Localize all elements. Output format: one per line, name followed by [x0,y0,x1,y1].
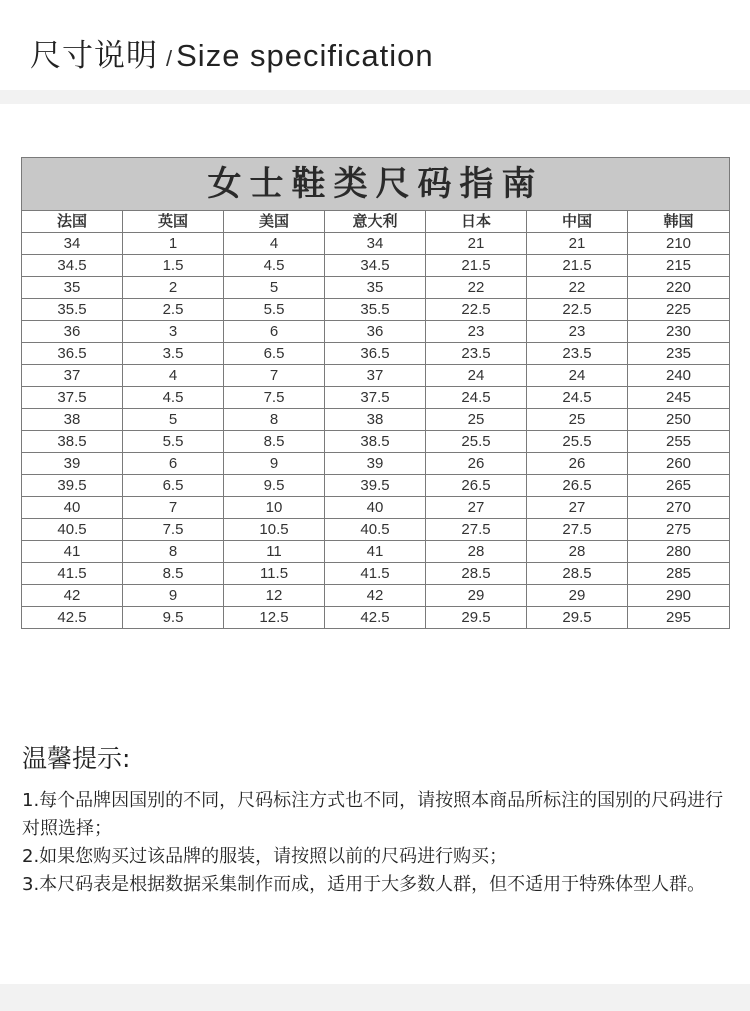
table-cell: 39 [22,453,123,475]
table-caption-row [22,158,730,211]
page-title-english: Size specification [176,38,434,73]
tip-item: 3.本尺码表是根据数据采集制作而成，适用于大多数人群，但不适用于特殊体型人群。 [22,874,706,895]
table-cell: 240 [628,365,730,387]
table-cell: 27 [426,497,527,519]
table-cell: 34 [325,233,426,255]
table-cell: 280 [628,541,730,563]
tips-list [22,787,734,899]
table-cell: 265 [628,475,730,497]
table-cell: 23 [527,321,628,343]
table-cell: 21 [426,233,527,255]
table-cell: 29.5 [527,607,628,629]
table-cell: 28 [426,541,527,563]
table-cell: 36 [22,321,123,343]
table-cell: 6 [123,453,224,475]
table-cell: 6.5 [224,343,325,365]
table-cell: 2.5 [123,299,224,321]
table-cell: 225 [628,299,730,321]
table-cell: 215 [628,255,730,277]
table-cell: 24.5 [426,387,527,409]
table-cell: 27 [527,497,628,519]
table-cell: 41 [22,541,123,563]
table-cell: 36.5 [22,343,123,365]
table-cell: 41 [325,541,426,563]
table-cell: 250 [628,409,730,431]
column-header: 中国 [527,211,628,233]
table-row [22,563,730,585]
table-cell: 1.5 [123,255,224,277]
table-cell: 40 [22,497,123,519]
page-title-chinese: 尺寸说明 [30,38,158,74]
table-cell: 3 [123,321,224,343]
table-cell: 38 [325,409,426,431]
table-cell: 22 [527,277,628,299]
table-cell: 40 [325,497,426,519]
tips-heading: 温馨提示: [22,744,131,773]
table-cell: 12 [224,585,325,607]
table-cell: 23 [426,321,527,343]
table-cell: 37 [22,365,123,387]
table-cell: 36.5 [325,343,426,365]
table-cell: 40.5 [325,519,426,541]
column-header: 法国 [22,211,123,233]
table-cell: 34 [22,233,123,255]
table-cell: 26 [426,453,527,475]
table-cell: 27.5 [426,519,527,541]
table-cell: 290 [628,585,730,607]
table-row [22,585,730,607]
table-cell: 10 [224,497,325,519]
table-cell: 8 [224,409,325,431]
table-cell: 38 [22,409,123,431]
table-cell: 11.5 [224,563,325,585]
table-cell: 230 [628,321,730,343]
table-cell: 5.5 [224,299,325,321]
table-cell: 37.5 [22,387,123,409]
table-row [22,519,730,541]
table-cell: 24.5 [527,387,628,409]
table-cell: 29.5 [426,607,527,629]
table-cell: 5 [123,409,224,431]
table-cell: 39.5 [22,475,123,497]
table-cell: 7.5 [123,519,224,541]
table-row [22,321,730,343]
table-cell: 37.5 [325,387,426,409]
table-cell: 21.5 [527,255,628,277]
table-cell: 29 [527,585,628,607]
table-cell: 22 [426,277,527,299]
table-cell: 8 [123,541,224,563]
table-body [22,233,730,629]
table-cell: 235 [628,343,730,365]
table-cell: 25.5 [527,431,628,453]
table-cell: 7.5 [224,387,325,409]
table-cell: 5.5 [123,431,224,453]
table-cell: 23.5 [527,343,628,365]
size-chart-table [21,157,730,629]
table-cell: 9 [123,585,224,607]
table-cell: 6 [224,321,325,343]
table-row [22,431,730,453]
table-row [22,255,730,277]
table-cell: 4 [224,233,325,255]
table-cell: 42 [22,585,123,607]
table-cell: 9 [224,453,325,475]
table-cell: 8.5 [224,431,325,453]
table-cell: 3.5 [123,343,224,365]
table-row [22,387,730,409]
table-row [22,541,730,563]
table-cell: 23.5 [426,343,527,365]
table-caption: 女士鞋类尺码指南 [22,158,730,211]
page-title [30,40,434,72]
table-cell: 21.5 [426,255,527,277]
table-cell: 38.5 [325,431,426,453]
table-cell: 295 [628,607,730,629]
table-cell: 25 [527,409,628,431]
table-cell: 39.5 [325,475,426,497]
table-row [22,409,730,431]
column-header: 意大利 [325,211,426,233]
table-cell: 4 [123,365,224,387]
table-cell: 210 [628,233,730,255]
tip-item: 1.每个品牌因国别的不同，尺码标注方式也不同，请按照本商品所标注的国别的尺码进行对照选择； [22,790,724,839]
table-row [22,607,730,629]
footer-band [0,984,750,1011]
table-cell: 28.5 [527,563,628,585]
table-cell: 8.5 [123,563,224,585]
table-cell: 22.5 [527,299,628,321]
table-cell: 36 [325,321,426,343]
table-cell: 25 [426,409,527,431]
table-cell: 35.5 [325,299,426,321]
table-cell: 27.5 [527,519,628,541]
title-separator: / [166,46,173,71]
table-cell: 37 [325,365,426,387]
table-cell: 255 [628,431,730,453]
table-cell: 21 [527,233,628,255]
table-cell: 7 [123,497,224,519]
table-cell: 26.5 [527,475,628,497]
table-row [22,453,730,475]
table-row [22,475,730,497]
table-row [22,497,730,519]
table-header-row [22,211,730,233]
table-cell: 285 [628,563,730,585]
table-cell: 4.5 [123,387,224,409]
table-cell: 245 [628,387,730,409]
column-header: 日本 [426,211,527,233]
table-cell: 41.5 [22,563,123,585]
table-cell: 5 [224,277,325,299]
table-cell: 38.5 [22,431,123,453]
table-cell: 35 [22,277,123,299]
table-cell: 35.5 [22,299,123,321]
table-cell: 12.5 [224,607,325,629]
table-cell: 34.5 [22,255,123,277]
table-cell: 26 [527,453,628,475]
table-cell: 4.5 [224,255,325,277]
table-cell: 6.5 [123,475,224,497]
column-header: 英国 [123,211,224,233]
table-cell: 28.5 [426,563,527,585]
table-cell: 2 [123,277,224,299]
table-row [22,233,730,255]
table-cell: 42.5 [325,607,426,629]
table-cell: 29 [426,585,527,607]
table-cell: 9.5 [224,475,325,497]
table-row [22,277,730,299]
table-cell: 10.5 [224,519,325,541]
table-cell: 220 [628,277,730,299]
column-header: 美国 [224,211,325,233]
table-cell: 260 [628,453,730,475]
table-cell: 39 [325,453,426,475]
page-header [0,0,750,90]
table-cell: 26.5 [426,475,527,497]
table-cell: 9.5 [123,607,224,629]
table-cell: 7 [224,365,325,387]
table-row [22,343,730,365]
table-cell: 11 [224,541,325,563]
table-cell: 275 [628,519,730,541]
table-cell: 24 [426,365,527,387]
table-cell: 270 [628,497,730,519]
table-cell: 42 [325,585,426,607]
table-cell: 42.5 [22,607,123,629]
table-cell: 25.5 [426,431,527,453]
table-cell: 22.5 [426,299,527,321]
table-cell: 34.5 [325,255,426,277]
tip-item: 2.如果您购买过该品牌的服装，请按照以前的尺码进行购买； [22,846,508,867]
table-cell: 40.5 [22,519,123,541]
table-row [22,299,730,321]
table-row [22,365,730,387]
table-cell: 24 [527,365,628,387]
table-cell: 28 [527,541,628,563]
header-divider-band [0,90,750,104]
table-cell: 1 [123,233,224,255]
column-header: 韩国 [628,211,730,233]
table-cell: 35 [325,277,426,299]
table-cell: 41.5 [325,563,426,585]
